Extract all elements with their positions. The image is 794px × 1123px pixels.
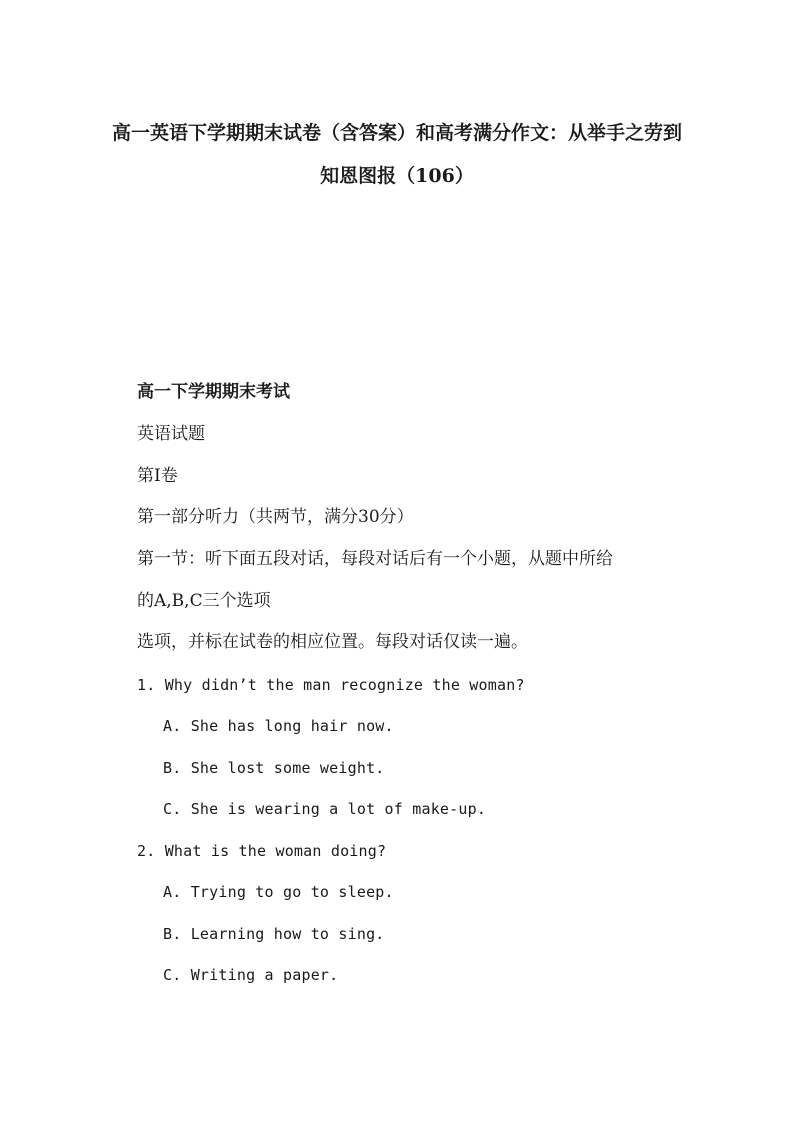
volume-label: 第Ⅰ卷 [137, 466, 178, 486]
section-one-instructions-line-3: 选项，并标在试卷的相应位置。每段对话仅读一遍。 [137, 632, 528, 652]
question-2-option-c: C. Writing a paper. [163, 966, 339, 984]
document-title-line-1: 高一英语下学期期末试卷（含答案）和高考满分作文：从举手之劳到 [111, 122, 682, 144]
question-1-option-c: C. She is wearing a lot of make-up. [163, 800, 487, 818]
subject-label: 英语试题 [137, 424, 205, 444]
question-2-option-a: A. Trying to go to sleep. [163, 883, 394, 901]
question-2-option-b: B. Learning how to sing. [163, 925, 385, 943]
exam-heading: 高一下学期期末考试 [137, 382, 290, 402]
question-1-option-b: B. She lost some weight. [163, 759, 385, 777]
part-one-heading: 第一部分听力（共两节，满分30分） [137, 507, 414, 527]
section-one-instructions-line-2: 的A,B,C三个选项 [137, 591, 271, 611]
question-2-stem: 2. What is the woman doing? [137, 842, 387, 860]
question-1-stem: 1. Why didn’t the man recognize the woman? [137, 676, 525, 694]
section-one-instructions-line-1: 第一节：听下面五段对话，每段对话后有一个小题，从题中所给 [137, 549, 613, 569]
question-1-option-a: A. She has long hair now. [163, 717, 394, 735]
document-title-line-2: 知恩图报（106） [320, 165, 474, 187]
